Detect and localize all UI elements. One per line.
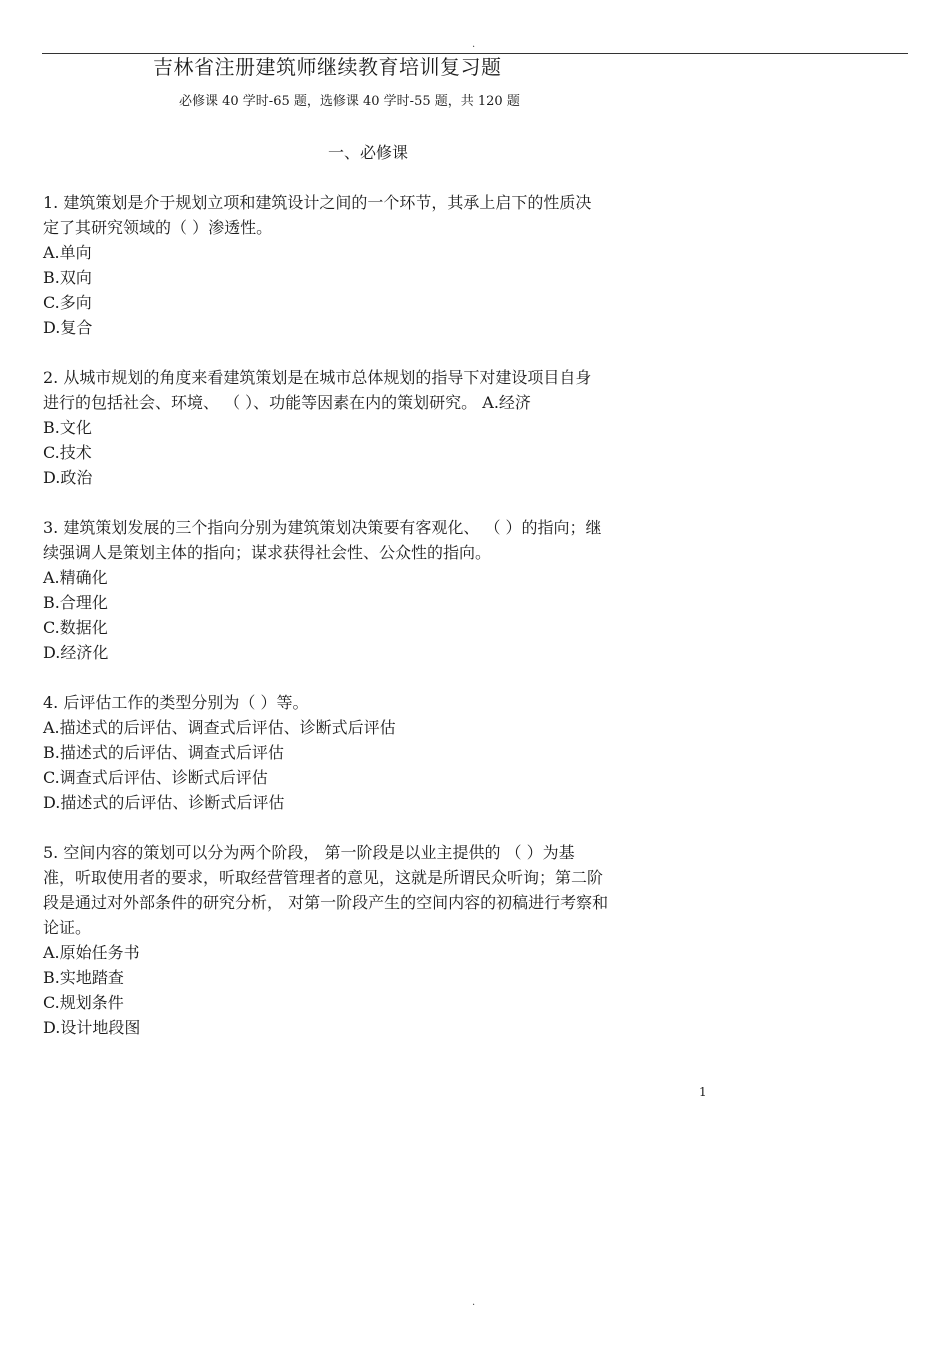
section-heading: 一、必修课 bbox=[328, 143, 409, 162]
question-text-line: 段是通过对外部条件的研究分析， 对第一阶段产生的空间内容的初稿进行考察和 bbox=[43, 893, 609, 912]
document-subtitle: 必修课 40 学时-65 题，选修课 40 学时-55 题，共 120 题 bbox=[179, 94, 520, 109]
question-text-line: 3. 建筑策划发展的三个指向分别为建筑策划决策要有客观化、 （ ）的指向；继 bbox=[43, 518, 602, 537]
footer-mark: . bbox=[472, 1297, 476, 1308]
option-a: A.精确化 bbox=[43, 568, 108, 587]
option-b: B.实地踏查 bbox=[43, 968, 124, 987]
question-2 bbox=[43, 365, 743, 490]
option-b: B.文化 bbox=[43, 418, 92, 437]
option-b: B.描述式的后评估、调查式后评估 bbox=[43, 743, 284, 762]
option-b: B.双向 bbox=[43, 268, 92, 287]
question-text-line: 进行的包括社会、环境、 （ ）、功能等因素在内的策划研究。 A.经济 bbox=[43, 393, 531, 412]
option-c: C.调查式后评估、诊断式后评估 bbox=[43, 768, 268, 787]
question-text-line: 4. 后评估工作的类型分别为（ ）等。 bbox=[43, 693, 309, 712]
question-text-line: 论证。 bbox=[43, 918, 92, 937]
option-d: D.描述式的后评估、诊断式后评估 bbox=[43, 793, 285, 812]
option-a: A.原始任务书 bbox=[43, 943, 140, 962]
option-a: A.单向 bbox=[43, 243, 92, 262]
question-1 bbox=[43, 190, 743, 340]
question-text-line: 2. 从城市规划的角度来看建筑策划是在城市总体规划的指导下对建设项目自身 bbox=[43, 368, 592, 387]
question-text-line: 5. 空间内容的策划可以分为两个阶段， 第一阶段是以业主提供的 （ ）为基 bbox=[43, 843, 575, 862]
option-a: A.描述式的后评估、调查式后评估、诊断式后评估 bbox=[43, 718, 396, 737]
question-4 bbox=[43, 690, 743, 815]
option-c: C.技术 bbox=[43, 443, 92, 462]
option-b: B.合理化 bbox=[43, 593, 108, 612]
option-d: D.复合 bbox=[43, 318, 93, 337]
question-text-line: 定了其研究领域的（ ）渗透性。 bbox=[43, 218, 273, 237]
option-c: C.数据化 bbox=[43, 618, 108, 637]
question-text-line: 续强调人是策划主体的指向；谋求获得社会性、公众性的指向。 bbox=[43, 543, 492, 562]
option-d: D.政治 bbox=[43, 468, 93, 487]
document-title: 吉林省注册建筑师继续教育培训复习题 bbox=[153, 55, 502, 79]
option-d: D.设计地段图 bbox=[43, 1018, 141, 1037]
option-c: C.多向 bbox=[43, 293, 92, 312]
question-text-line: 1. 建筑策划是介于规划立项和建筑设计之间的一个环节，其承上启下的性质决 bbox=[43, 193, 592, 212]
question-text-line: 准，听取使用者的要求，听取经营管理者的意见，这就是所谓民众听询；第二阶 bbox=[43, 868, 604, 887]
question-list bbox=[43, 190, 743, 1065]
option-c: C.规划条件 bbox=[43, 993, 124, 1012]
header-mark: . bbox=[472, 39, 476, 50]
question-5 bbox=[43, 840, 743, 1040]
option-d: D.经济化 bbox=[43, 643, 109, 662]
question-3 bbox=[43, 515, 743, 665]
page-number: 1 bbox=[699, 1085, 707, 1099]
